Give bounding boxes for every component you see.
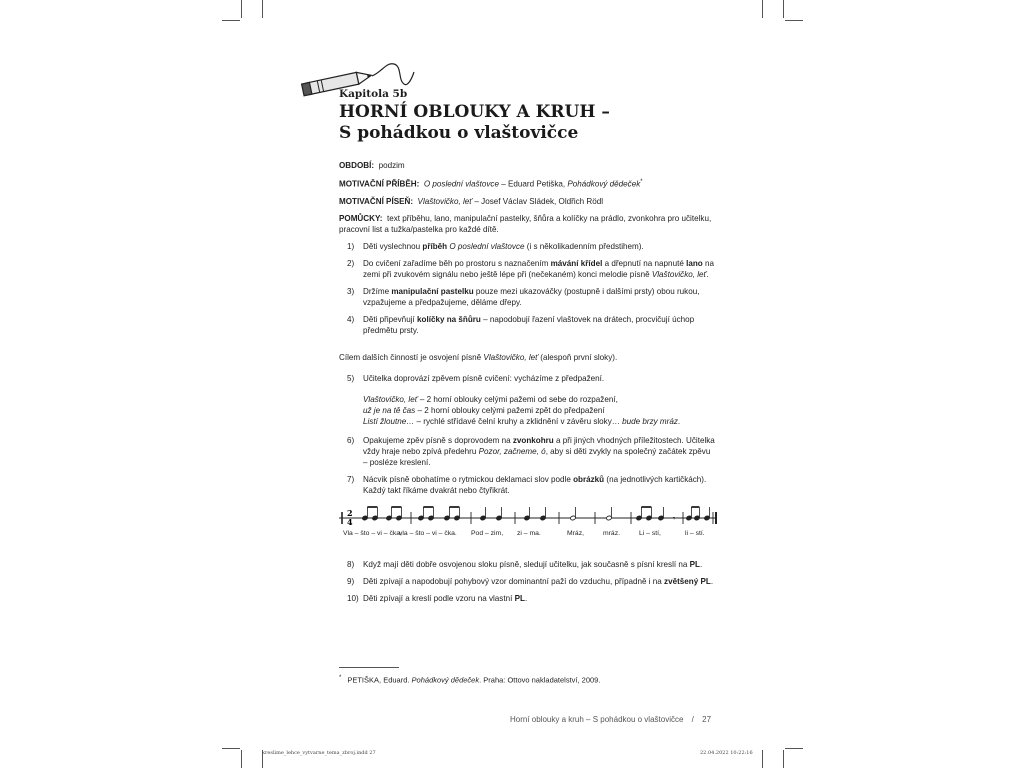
crop-mark <box>262 0 263 18</box>
list-item-text: Děti připevňují kolíčky na šňůru – napodobují řazení vlaštovek na drátech, procvičují úchop předmětu prsty. <box>363 315 695 335</box>
list-item-number: 1) <box>347 242 355 251</box>
poem-line: Listí žloutne… – rychlé střídavé čelní kruhy a zklidnění v závěru sloky… bude brzy mráz. <box>363 417 681 426</box>
footer-separator: / <box>691 715 694 724</box>
crop-mark <box>762 750 763 768</box>
list-item-text: Do cvičení zařadíme běh po prostoru s naznačením mávání křídel a dřepnutí na napnuté lano na zemi při zvukovém signálu nebo ještě lépe při (nečekaném) konci melodie písně Vlaštovičko, leť. <box>363 259 714 279</box>
running-title: Horní oblouky a kruh – S pohádkou o vlaštovičce <box>510 715 684 724</box>
time-signature-bottom: 4 <box>347 517 353 527</box>
page-footer <box>510 715 711 724</box>
chapter-title-line1: HORNÍ OBLOUKY A KRUH – <box>339 102 610 122</box>
slug-timestamp: 22.04.2022 10:22:16 <box>700 750 753 756</box>
list-item-number: 10) <box>347 594 359 603</box>
crop-mark <box>241 0 242 18</box>
steps-list-b <box>339 435 717 502</box>
poem-line: Vlaštovičko, leť – 2 horní oblouky celými pažemi od sebe do rozpažení, <box>363 395 618 404</box>
footnote-rule <box>339 667 399 668</box>
steps-list-a <box>339 241 717 342</box>
list-item-number: 3) <box>347 287 355 296</box>
list-item <box>339 576 717 587</box>
list-item <box>339 593 717 604</box>
syllable-label: Mráz, <box>567 530 584 537</box>
list-item-number: 8) <box>347 560 355 569</box>
list-item <box>339 435 717 468</box>
list-item-number: 2) <box>347 259 355 268</box>
crop-mark <box>762 0 763 18</box>
syllable-row <box>339 530 719 542</box>
page-number: 27 <box>702 715 712 724</box>
list-item-number: 4) <box>347 315 355 324</box>
syllable-label: zi – ma. <box>517 530 541 537</box>
list-item <box>339 258 717 280</box>
crop-mark <box>241 750 242 768</box>
chapter-label: Kapitola 5b <box>339 88 408 100</box>
list-item-number: 6) <box>347 436 355 445</box>
list-item <box>339 286 717 308</box>
chapter-title-line2: S pohádkou o vlaštovičce <box>339 123 579 143</box>
list-item-text: Nácvik písně obohatíme o rytmickou deklamaci slov podle obrázků (na jednotlivých kartičkách). Každý takt říkáme dvakrát nebo čtyřikrát. <box>363 475 707 495</box>
list-item-text: Učitelka doprovází zpěvem písně cvičení: vycházíme z předpažení. <box>363 374 605 383</box>
list-item-text: Děti zpívají a napodobují pohybový vzor dominantní paží do vzduchu, případně i na zvětšený PL. <box>363 577 714 586</box>
interlude-text: Cílem dalších činností je osvojení písně Vlaštovičko, leť (alespoň první sloky). <box>339 353 618 362</box>
footnote: * PETIŠKA, Eduard. Pohádkový dědeček. Praha: Ottovo nakladatelství, 2009. <box>339 675 601 685</box>
syllable-label: li – stí. <box>685 530 705 537</box>
syllable-label: Vla – što – vi – čka, <box>343 530 402 537</box>
time-signature-top: 2 <box>347 508 353 518</box>
poem-line: už je na tě čas – 2 horní oblouky celými pažemi zpět do předpažení <box>363 406 605 415</box>
crop-mark <box>222 20 240 21</box>
poem-block <box>363 394 680 427</box>
list-item <box>339 373 717 384</box>
slug-filename: kreslime_lehce_vytvarne_tema_zbroj.indd 27 <box>262 750 376 756</box>
crop-mark <box>783 750 784 768</box>
list-item-text: Když mají děti dobře osvojenou sloku písně, sledují učitelku, jak současně s písní kreslí na PL. <box>363 560 703 569</box>
syllable-label: Li – stí, <box>639 530 661 537</box>
list-item-text: Děti vyslechnou příběh O poslední vlaštovce (i s několikadenním předstihem). <box>363 242 644 251</box>
syllable-label: mráz. <box>603 530 620 537</box>
syllable-label: vla – što – vi – čka. <box>399 530 457 537</box>
list-item-text: Opakujeme zpěv písně s doprovodem na zvonkohru a při jiných vhodných příležitostech. Učitelka vždy hraje nebo zpívá předehru Pozor, začneme, ó, aby si děti zvykly na společný začátek zpěvu – posléze kreslení. <box>363 436 715 467</box>
crop-mark <box>783 0 784 18</box>
list-item-text: Držíme manipulační pastelku pouze mezi ukazováčky (postupně i dalšími prsty) obou rukou, vzpažujeme a předpažujeme, děláme dřepy. <box>363 287 700 307</box>
list-item <box>339 474 717 496</box>
list-item <box>339 314 717 336</box>
eighth-rest: 𝄾 <box>673 514 676 523</box>
chapter-title <box>339 102 610 144</box>
list-item-text: Děti zpívají a kreslí podle vzoru na vlastní PL. <box>363 594 528 603</box>
steps-list-c <box>339 559 717 610</box>
list-item-number: 7) <box>347 475 355 484</box>
syllable-label: Pod – zim, <box>471 530 504 537</box>
steps-list-5 <box>339 373 717 390</box>
meta-block <box>339 160 717 241</box>
meta-pribeh: MOTIVAČNÍ PŘÍBĚH: O poslední vlaštovce – Eduard Petiška, Pohádkový dědeček* <box>339 179 643 189</box>
meta-obdobi: OBDOBÍ: podzim <box>339 161 405 170</box>
list-item <box>339 559 717 570</box>
meta-pomucky: POMŮCKY: text příběhu, lano, manipulační pastelky, šňůra a kolíčky na prádlo, zvonkohra pro učitelku, pracovní list a tužka/pastelka pro každé dítě. <box>339 213 712 234</box>
list-item-number: 5) <box>347 374 355 383</box>
crop-mark <box>785 748 803 749</box>
crop-mark <box>222 748 240 749</box>
meta-pisen: MOTIVAČNÍ PÍSEŇ: Vlaštovičko, leť – Josef Václav Sládek, Oldřich Rödl <box>339 196 604 206</box>
list-item-number: 9) <box>347 577 355 586</box>
crop-mark <box>785 20 803 21</box>
list-item <box>339 241 717 252</box>
